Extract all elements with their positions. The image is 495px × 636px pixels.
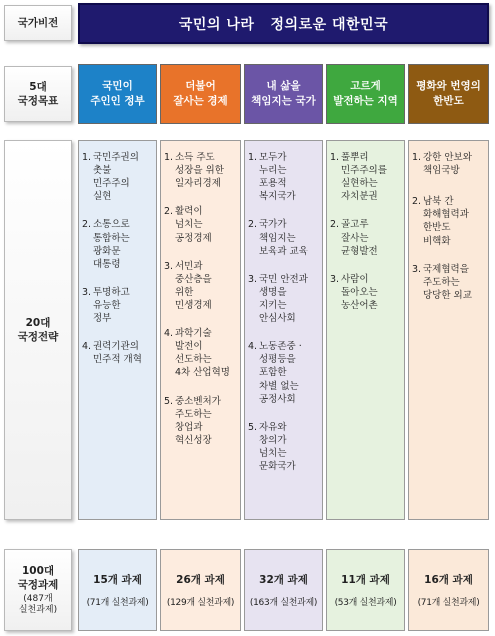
strategy-column-4 bbox=[326, 140, 405, 520]
goal-3: 내 삶을 책임지는 국가 bbox=[244, 64, 323, 124]
goal-1: 국민이 주인인 정부 bbox=[78, 64, 157, 124]
strategy-column-5 bbox=[408, 140, 489, 520]
strategy-item: 2. 국가가 책임지는 보육과 교육 bbox=[248, 219, 308, 257]
strategy-item: 3. 서민과 중산층을 위한 민생경제 bbox=[164, 260, 212, 311]
strategy-item: 2. 소통으로 통합하는 광화문 대통령 bbox=[82, 219, 130, 270]
strategy-item: 3. 국제협력을 주도하는 당당한 외교 bbox=[412, 263, 472, 301]
strategy-item: 1. 소득 주도 성장을 위한 일자리경제 bbox=[164, 152, 224, 190]
strategy-column-3 bbox=[244, 140, 323, 520]
strategy-item: 1. 국민주권의 촛불 민주주의 실현 bbox=[82, 152, 139, 203]
strategy-item: 1. 강한 안보와 책임국방 bbox=[412, 152, 472, 177]
vision-banner: 국민의 나라 정의로운 대한민국 bbox=[78, 3, 489, 44]
strategy-item: 4. 노동존중 · 성평등을 포함한 차별 없는 공정사회 bbox=[248, 341, 302, 405]
vision-label: 국가비전 bbox=[4, 5, 72, 41]
tasks-label: 100대 국정과제 (487개 실천과제) bbox=[4, 549, 72, 631]
strategy-item: 5. 중소벤처가 주도하는 창업과 혁신성장 bbox=[164, 395, 221, 446]
strategy-item: 1. 풀뿌리 민주주의를 실현하는 자치분권 bbox=[330, 152, 387, 203]
strategy-column-1 bbox=[78, 140, 157, 520]
task-summary-4: 11개 과제 (53개 실천과제) bbox=[326, 549, 405, 631]
strategy-item: 3. 투명하고 유능한 정부 bbox=[82, 286, 130, 325]
goal-5: 평화와 번영의 한반도 bbox=[408, 64, 489, 124]
strategy-item: 2. 남북 간 화해협력과 한반도 비핵화 bbox=[412, 196, 469, 247]
strategy-item: 2. 활력이 넘치는 공정경제 bbox=[164, 206, 212, 244]
strategy-item: 4. 과학기술 발전이 선도하는 4차 산업혁명 bbox=[164, 328, 230, 379]
task-summary-5: 16개 과제 (71개 실천과제) bbox=[408, 549, 489, 631]
strategy-item: 4. 권력기관의 민주적 개혁 bbox=[82, 341, 142, 366]
goal-4: 고르게 발전하는 지역 bbox=[326, 64, 405, 124]
strategy-item: 1. 모두가 누리는 포용적 복지국가 bbox=[248, 152, 296, 203]
strategy-column-2 bbox=[160, 140, 241, 520]
strategies-label: 20대 국정전략 bbox=[4, 140, 72, 520]
task-summary-3: 32개 과제 (163개 실천과제) bbox=[244, 549, 323, 631]
strategy-item: 3. 국민 안전과 생명을 지키는 안심사회 bbox=[248, 273, 308, 325]
strategy-item: 2. 골고루 잘사는 균형발전 bbox=[330, 219, 378, 257]
goals-label: 5대 국정목표 bbox=[4, 66, 72, 122]
goal-2: 더불어 잘사는 경제 bbox=[160, 64, 241, 124]
task-summary-1: 15개 과제 (71개 실천과제) bbox=[78, 549, 157, 631]
strategy-item: 5. 자유와 창의가 넘치는 문화국가 bbox=[248, 421, 296, 473]
strategy-item: 3. 사람이 돌아오는 농산어촌 bbox=[330, 273, 378, 311]
task-summary-2: 26개 과제 (129개 실천과제) bbox=[160, 549, 241, 631]
